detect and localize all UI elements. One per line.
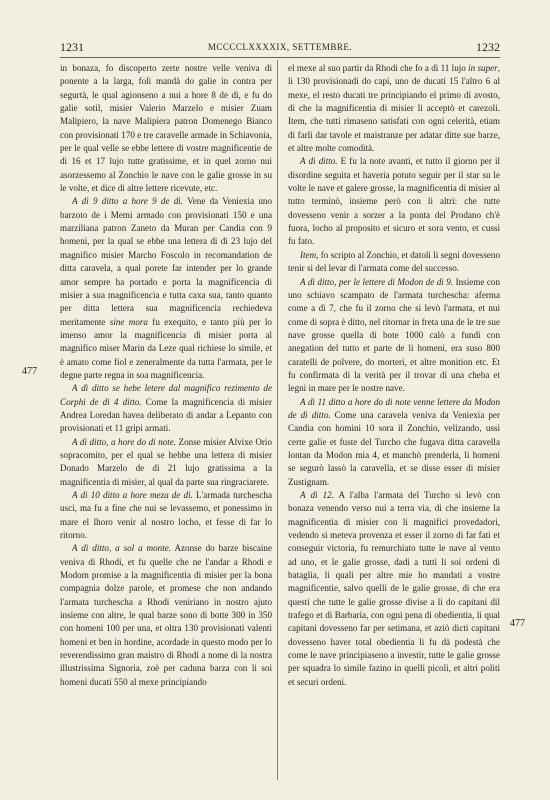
paragraph [288,62,500,155]
paragraph-lead: A dì 11 ditto a hore do di note venne lettere da Modon de dì ditto. [288,396,500,420]
italic-phrase: in super [468,63,498,73]
paragraph-text: E fu la note avanti, et tutto il giorno per il disordine seguita et haveria potuto seguir per il star su le volte le nave et galere grosse, la magnificentia di misier al tutto terminò, insieme però con li altri: che tutte dovesseno venir a sorzer a la ponta del Prodano ch'è fuora, locho al proposito et sicuro et sora vento, et cussì fu fato. [288,156,500,247]
paragraph-text: el mexe al suo partir da Rhodi che fo a dì 11 lujo [288,63,469,73]
right-margin-number: 477 [510,618,525,629]
paragraph-lead: A dì 10 ditto a hore meza de dì. [72,490,193,500]
paragraph-lead: Item, [300,249,319,260]
paragraph [60,195,272,382]
paragraph-lead: A dì 9 ditto a hore 9 de dì. [72,196,184,207]
paragraph-lead: A dì ditto se hebe letere dal magnifico rezimento de Corphì de dì 4 ditto. [60,383,272,407]
paragraph-text: L'armada turchescha usci, ma fu a fine che nui se levassemo, et ponessimo in mare el lhoro venir al nostro locho, et fesse di far lo ritorno. [60,490,272,541]
left-column-number: 1231 [60,40,84,54]
paragraph [288,396,500,489]
header-rule [60,57,500,58]
paragraph [60,62,272,195]
paragraph-lead: A dì 12. [300,490,334,500]
right-column-number: 1232 [476,40,500,54]
running-title: MCCCCLXXXXIX, SETTEMBRE. [207,42,353,52]
paragraph-text: Vene da Veniexia uno barzoto de i Memi armado con provisionati 150 e una marziliana patron Zaneto da Muran per Candia con 9 homeni, per la qual se ebbe una lettera di dì 23 lujo del magnifico misier Marcho Foscolo in recomandation de ditta caravela, a qual porete far intender per lo grande amor sempre ha portado e porta la magnificencia di misier a sua magnificencia e tutta caxa sua, tanto quanto per ditta lettera sua magnificencia rechiedeva meritamente [60,196,273,327]
paragraph-text: Come la magnificencia di misier Andrea Loredan havea deliberato di andar a Lepanto con provisionati et 11 gripi armati. [60,396,272,434]
right-text-column [288,62,500,689]
left-margin-number: 477 [22,366,37,377]
italic-phrase: sine mora [109,316,148,327]
paragraph [288,276,500,396]
paragraph [288,249,500,276]
paragraph-text: Insieme con uno schiavo scampato de l'armata turchescha: aferma come a dì 7, che fu il zorno che si levò l'armata, et nui come di sopra è ditto, nel ritornar in freta una de le tre sue nave grosse quella di bote 1000 calò a fundi con anegation del tutto et parte de li homeni, era suso 800 caratelli de polvere, do morteri, et altre monition etc. Et fu confirmata di la verità per il trovar di una cheba et legni in mare per le nostre nave. [288,276,500,394]
paragraph-lead: A dì ditto. [300,156,338,167]
paragraph-lead: A dì ditto, a hore do di note. [72,436,177,447]
page-header [60,40,500,56]
paragraph [60,489,272,542]
column-divider [277,60,278,780]
paragraph-text: Azonse do barze biscaine veniva di Rhodi, et fu quelle che ne l'andar a Rhodi e Modom promise a la magnificentia di misier per la bona compagnia dolze parole, et promese che non andando l'armata turchescha a Rhodi veniriano in nostro ajuto insieme con altre, le qual barze sono di botte 300 in 350 con homeni 100 per una, et oltra 130 provisionati valenti homeni et ben in hordine, acordade in questo modo per lo reverendissimo gran maistro di Rhodi a nome di la nostra illustrissima Signoria, zoè per caduna barza con li soi homeni ducati 550 al mexe principiando [60,543,273,687]
paragraph-text: in bonaza, fo discoperto zerte nostre velle veniva di ponente a la larga, foli mandà do galie in contra per segurtà, le qual agionseno a nui a hore 8 de dì, e fu do galie sotil, misier Valerio Marzelo e misier Zuam Malipiero, la nave Malipiera patron Domenego Bianco con provisionati 170 e tre caravelle armade in Schiavonia, per le qual velle se ebbe lettere di vostre magnificentie de dì 16 et 17 lujo tutte gratissime, et in quel zorno nui asorzessemo al Zonchio le nave con le galie grosse in su le volte, et dice di altre lettere ricevute, etc. [60,63,272,194]
paragraph [60,436,272,489]
paragraph-text: Come una caravela veniva da Veniexia per Candia con homini 10 sora il Zonchio, velizando, ussì certe galie et fuste del Turcho che fugava ditta caravella lontan da Modon mia 4, et manchò prenderla, li homeni se segurò lassò la caravella, et se disse esser di misier Zustignam. [288,409,500,487]
paragraph [288,489,500,689]
paragraph [60,382,272,435]
left-text-column [60,62,272,689]
paragraph-text-continued: , li 130 provisionadi do capi, uno de ducati 15 l'altro 6 al mexe, el resto ducati tre principiando el primo di avosto, di che la magnificentia di misier li acceptò et carezoli. Item, che tutti rimaseno satisfati con ogni celerità, etiam di farli dar tavole et maistranze per adatar ditte sue barze, et altre molte comodità. [288,63,500,154]
paragraph-text: fo scripto al Zonchio, et datoli li segni dovesseno tenir sì del levar di l'armata come del successo. [288,249,500,274]
paragraph-lead: A dì ditto, per le lettere di Modon de dì 9. [300,276,454,287]
paragraph [60,542,272,689]
paragraph-lead: A dì ditto, a sol a monte. [72,543,172,554]
paragraph-text: A l'alba l'armata del Turcho si levò con bonaza venendo verso nui a terra via, di che insieme la magnificentia di misier con li magnifici provedadori, vedendo si meteva provenza et esser il zorno di far fati et conseguir victoria, fu remurchiato tutte le nave al vento ad uno, et le galie grosse, dadi a tutti li soi ordeni di bataglia, li quali per altre mie ho mandati a vostre magnificentie, salvo quelli de le galie grosse, di che era questi che tutte le galie grosse divise a li do capitani dil trafego et di Barbaria, con ogni pena di obedientia, li qual capitani dovesseno far per setimana, et aziò dicti capitani dovesseno haver total obedientia li fu dà podestà che come le nave principiaseno a investir, tutte le galie grosse per squadra lo simile fazino in quelli picoli, et altri politi et securi ordeni. [288,490,500,687]
paragraph-text: Zonse misier Alvixe Orio sopracomito, per el qual se hebbe una lettera di misier Donado Marzelo de dì 21 lujo gratissima a la magnificentia di misier, al qual da parte sua ringraciarete. [60,436,272,487]
paragraph-text-continued: fu exequito, e tanto più per lo imenso amor la magnificencia di misier porta al magnifico miser Marin da Leze qual richiese lo simile, et è amato come fiol e zeneralmente da tutta l'armata, per le degne parte regna in soa magnificencia. [60,316,272,380]
paragraph [288,155,500,248]
